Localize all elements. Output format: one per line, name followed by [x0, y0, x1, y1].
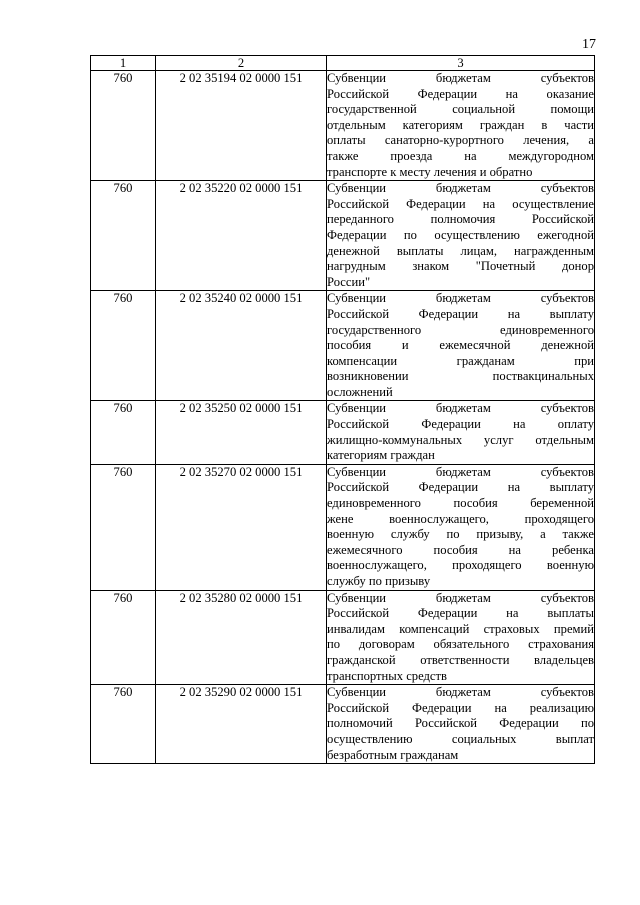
admin-code-cell: 760	[91, 401, 156, 464]
revenue-name-line: осложнений	[327, 384, 393, 399]
revenue-name-line: Субвенции бюджетам субъектов	[327, 291, 594, 306]
table-body	[91, 71, 595, 764]
revenue-name-cell	[327, 71, 595, 181]
admin-code-cell: 760	[91, 685, 156, 764]
revenue-name-line: Российской Федерации на выплату	[327, 480, 594, 495]
revenue-name-line: переданного полномочия Российской	[327, 212, 594, 227]
admin-code-cell: 760	[91, 464, 156, 590]
revenue-name-line: Субвенции бюджетам субъектов	[327, 71, 594, 85]
revenue-name-line: службу по призыву	[327, 574, 431, 588]
budget-classification-code-cell: 2 02 35220 02 0000 151	[156, 181, 327, 291]
column-header-2: 2	[156, 56, 327, 71]
revenue-name-line: Российской Федерации на выплаты	[327, 606, 594, 621]
revenue-name-cell	[327, 401, 595, 464]
revenue-name-line: единовременного пособия беременной	[327, 496, 594, 511]
budget-classification-code-cell: 2 02 35194 02 0000 151	[156, 71, 327, 181]
admin-code-cell: 760	[91, 590, 156, 685]
revenue-name-line: безработным гражданам	[327, 747, 459, 762]
revenue-name-cell	[327, 291, 595, 401]
revenue-name-line: оплаты санаторно-курортного лечения, а	[327, 133, 594, 148]
revenue-name-line: отдельным категориям граждан в части	[327, 117, 594, 132]
revenue-name-line: Российской Федерации на оплату	[327, 417, 594, 432]
table-row	[91, 291, 595, 401]
revenue-name-line: категориям граждан	[327, 448, 435, 463]
revenue-name-line: Субвенции бюджетам субъектов	[327, 685, 594, 700]
revenue-name-line: возникновении поствакцинальных	[327, 369, 594, 384]
table-row	[91, 71, 595, 181]
budget-classification-code-cell: 2 02 35280 02 0000 151	[156, 590, 327, 685]
revenue-name-line: военную службу по призыву, а также	[327, 527, 594, 542]
revenue-name-line: денежной выплаты лицам, награжденным	[327, 243, 594, 258]
revenue-name-line: осуществлению социальных выплат	[327, 731, 594, 746]
revenue-name-line: транспорте к месту лечения и обратно	[327, 164, 533, 179]
revenue-name-line: Субвенции бюджетам субъектов	[327, 181, 594, 196]
revenue-name-line: Российской Федерации на осуществление	[327, 196, 594, 211]
revenue-name-cell	[327, 590, 595, 685]
revenue-name-line: по договорам обязательного страхования	[327, 637, 594, 652]
revenue-name-line: ежемесячного пособия на ребенка	[327, 542, 594, 557]
revenue-name-line: компенсации гражданам при	[327, 353, 594, 368]
revenue-name-cell	[327, 464, 595, 590]
column-header-3: 3	[327, 56, 595, 71]
table-row	[91, 401, 595, 464]
revenue-name-line: жене военнослужащего, проходящего	[327, 511, 594, 526]
budget-revenue-table	[90, 55, 595, 764]
revenue-name-line: полномочий Российской Федерации по	[327, 716, 594, 731]
admin-code-cell: 760	[91, 71, 156, 181]
column-header-1: 1	[91, 56, 156, 71]
admin-code-cell: 760	[91, 181, 156, 291]
revenue-name-line: государственной социальной помощи	[327, 102, 594, 117]
admin-code-cell: 760	[91, 291, 156, 401]
revenue-name-line: жилищно-коммунальных услуг отдельным	[327, 432, 594, 447]
table-header-row	[91, 56, 595, 71]
table-row	[91, 181, 595, 291]
budget-classification-code-cell: 2 02 35270 02 0000 151	[156, 464, 327, 590]
budget-classification-code-cell: 2 02 35250 02 0000 151	[156, 401, 327, 464]
revenue-name-line: инвалидам компенсаций страховых премий	[327, 621, 594, 636]
budget-classification-code-cell: 2 02 35240 02 0000 151	[156, 291, 327, 401]
budget-classification-code-cell: 2 02 35290 02 0000 151	[156, 685, 327, 764]
revenue-name-line: также проезда на междугородном	[327, 148, 594, 163]
revenue-name-line: Российской Федерации на реализацию	[327, 700, 594, 715]
page-number: 17	[582, 37, 596, 52]
revenue-name-line: гражданской ответственности владельцев	[327, 652, 594, 667]
revenue-name-line: Субвенции бюджетам субъектов	[327, 590, 594, 605]
revenue-name-line: пособия и ежемесячной денежной	[327, 338, 594, 353]
revenue-name-line: Российской Федерации на оказание	[327, 86, 594, 101]
revenue-name-line: Субвенции бюджетам субъектов	[327, 464, 594, 479]
table-row	[91, 464, 595, 590]
revenue-name-line: Российской Федерации на выплату	[327, 306, 594, 321]
revenue-name-cell	[327, 685, 595, 764]
revenue-name-line: транспортных средств	[327, 668, 447, 683]
revenue-name-line: нагрудным знаком "Почетный донор	[327, 259, 594, 274]
revenue-name-line: Федерации по осуществлению ежегодной	[327, 227, 594, 242]
revenue-name-line: Субвенции бюджетам субъектов	[327, 401, 594, 416]
table-row	[91, 685, 595, 764]
revenue-name-line: России"	[327, 274, 371, 289]
table-row	[91, 590, 595, 685]
revenue-name-line: военнослужащего, проходящего военную	[327, 558, 594, 573]
revenue-name-cell	[327, 181, 595, 291]
revenue-name-line: государственного единовременного	[327, 322, 594, 337]
